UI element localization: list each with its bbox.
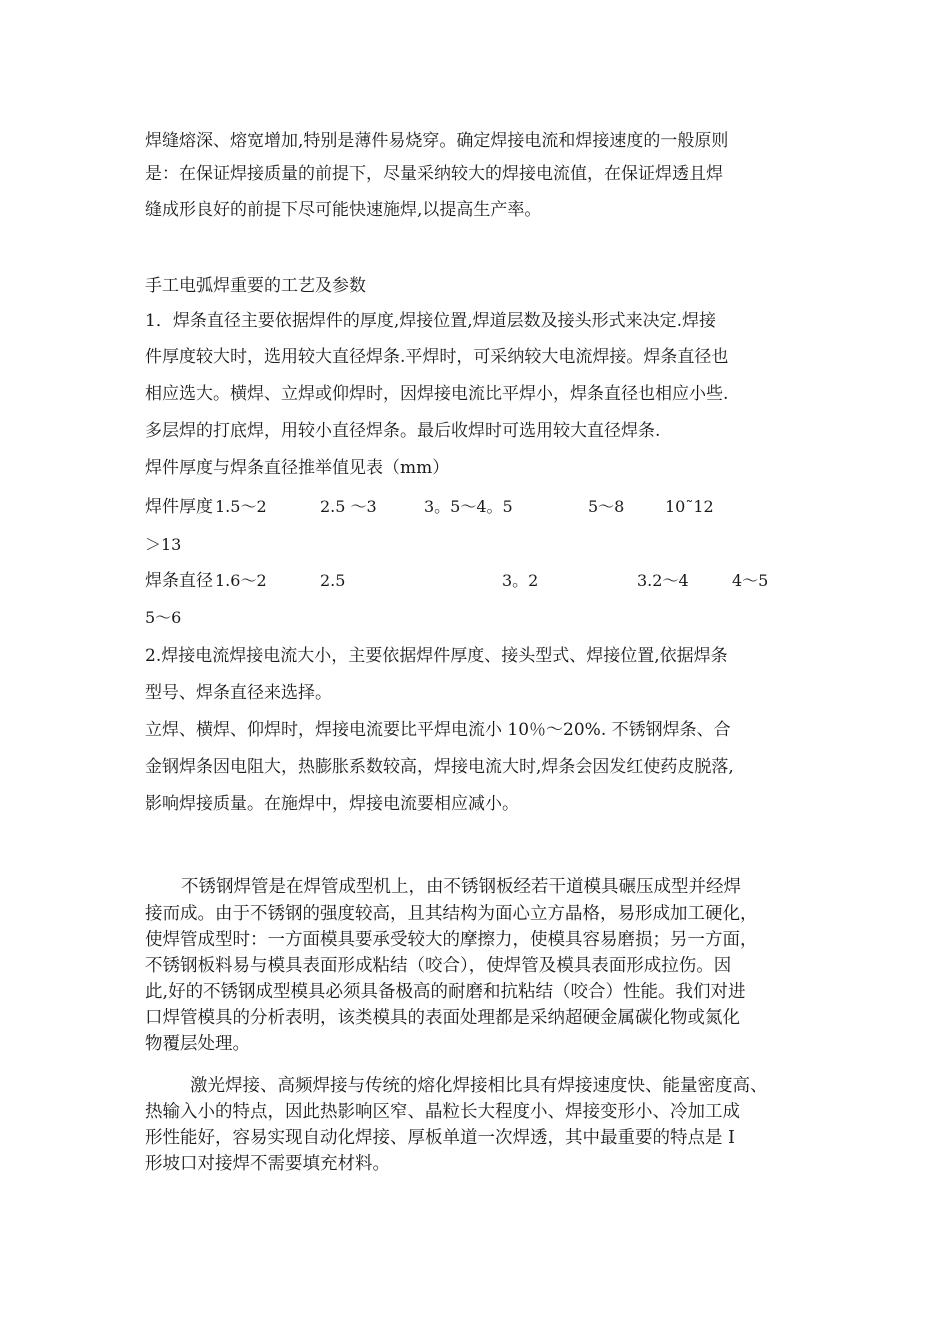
text-line: 影响焊接质量。在施焊中，焊接电流要相应减小。 [145,794,519,814]
thickness-label: 焊件厚度 [145,497,213,517]
text-line: 缝成形良好的前提下尽可能快速施焊,以提高生产率。 [145,200,542,220]
text-line: 物覆层处理。 [145,1034,250,1054]
text-line: 1．焊条直径主要依据焊件的厚度,焊接位置,焊道层数及接头形式来决定.焊接 [145,311,717,331]
table-cell: 3。5～4。5 [424,497,513,516]
table-cell: ＞13 [145,535,182,554]
text-line: 多层焊的打底焊，用较小直径焊条。最后收焊时可选用较大直径焊条. [145,421,661,441]
text-line: 金钢焊条因电阻大，热膨胀系数较高，焊接电流大时,焊条会因发红使药皮脱落, [145,757,734,777]
table-caption: 焊件厚度与焊条直径推举值见表（mm） [145,458,450,478]
table-cell: 1.6～2 [215,571,267,590]
text-line: 相应选大。横焊、立焊或仰焊时，因焊接电流比平焊小，焊条直径也相应小些. [145,384,729,404]
text-line: 立焊、横焊、仰焊时，焊接电流要比平焊电流小 10％～20%. 不锈钢焊条、合 [145,720,731,740]
text-line: 形性能好，容易实现自动化焊接、厚板单道一次焊透，其中最重要的特点是 I [145,1128,735,1148]
table-cell: 1.5～2 [215,497,267,516]
text-line: 不锈钢焊管是在焊管成型机上，由不锈钢板经若干道模具碾压成型并经焊 [181,877,741,897]
text-line: 件厚度较大时，选用较大直径焊条.平焊时，可采纳较大电流焊接。焊条直径也 [145,347,729,367]
text-line: 不锈钢板料易与模具表面形成粘结（咬合），使焊管及模具表面形成拉伤。因 [145,956,732,976]
table-cell: 10˜12 [665,497,714,516]
text-line: 是：在保证焊接质量的前提下，尽量采纳较大的焊接电流值，在保证焊透且焊 [145,164,723,184]
text-line: 热输入小的特点，因此热影响区窄、晶粒长大程度小、焊接变形小、冷加工成 [145,1102,740,1122]
section-heading: 手工电弧焊重要的工艺及参数 [145,276,366,296]
text-line: 焊缝熔深、熔宽增加,特别是薄件易烧穿。确定焊接电流和焊接速度的一般原则 [145,131,729,151]
text-line: 接而成。由于不锈钢的强度较高，且其结构为面心立方晶格，易形成加工硬化， [145,904,758,924]
table-cell: 3。2 [502,571,539,590]
text-line: 使焊管成型时：一方面模具要承受较大的摩擦力，使模具容易磨损；另一方面， [145,930,758,950]
diameter-label: 焊条直径 [145,571,213,591]
text-line: 型号、焊条直径来选择。 [145,683,332,703]
table-cell: 5～6 [145,608,182,627]
table-cell: 2.5 [320,571,346,590]
text-line: 形坡口对接焊不需要填充材料。 [145,1154,390,1174]
table-cell: 5～8 [588,497,625,516]
table-cell: 4～5 [732,571,769,590]
table-cell: 3.2～4 [637,571,689,590]
table-cell: 2.5 ～3 [320,497,377,516]
text-line: 激光焊接、高频焊接与传统的熔化焊接相比具有焊接速度快、能量密度高、 [190,1076,768,1096]
text-line: 口焊管模具的分析表明，该类模具的表面处理都是采纳超硬金属碳化物或氮化 [145,1008,740,1028]
text-line: 2.焊接电流焊接电流大小，主要依据焊件厚度、接头型式、焊接位置,依据焊条 [145,646,728,666]
text-line: 此,好的不锈钢成型模具必须具备极高的耐磨和抗粘结（咬合）性能。我们对进 [145,982,746,1002]
